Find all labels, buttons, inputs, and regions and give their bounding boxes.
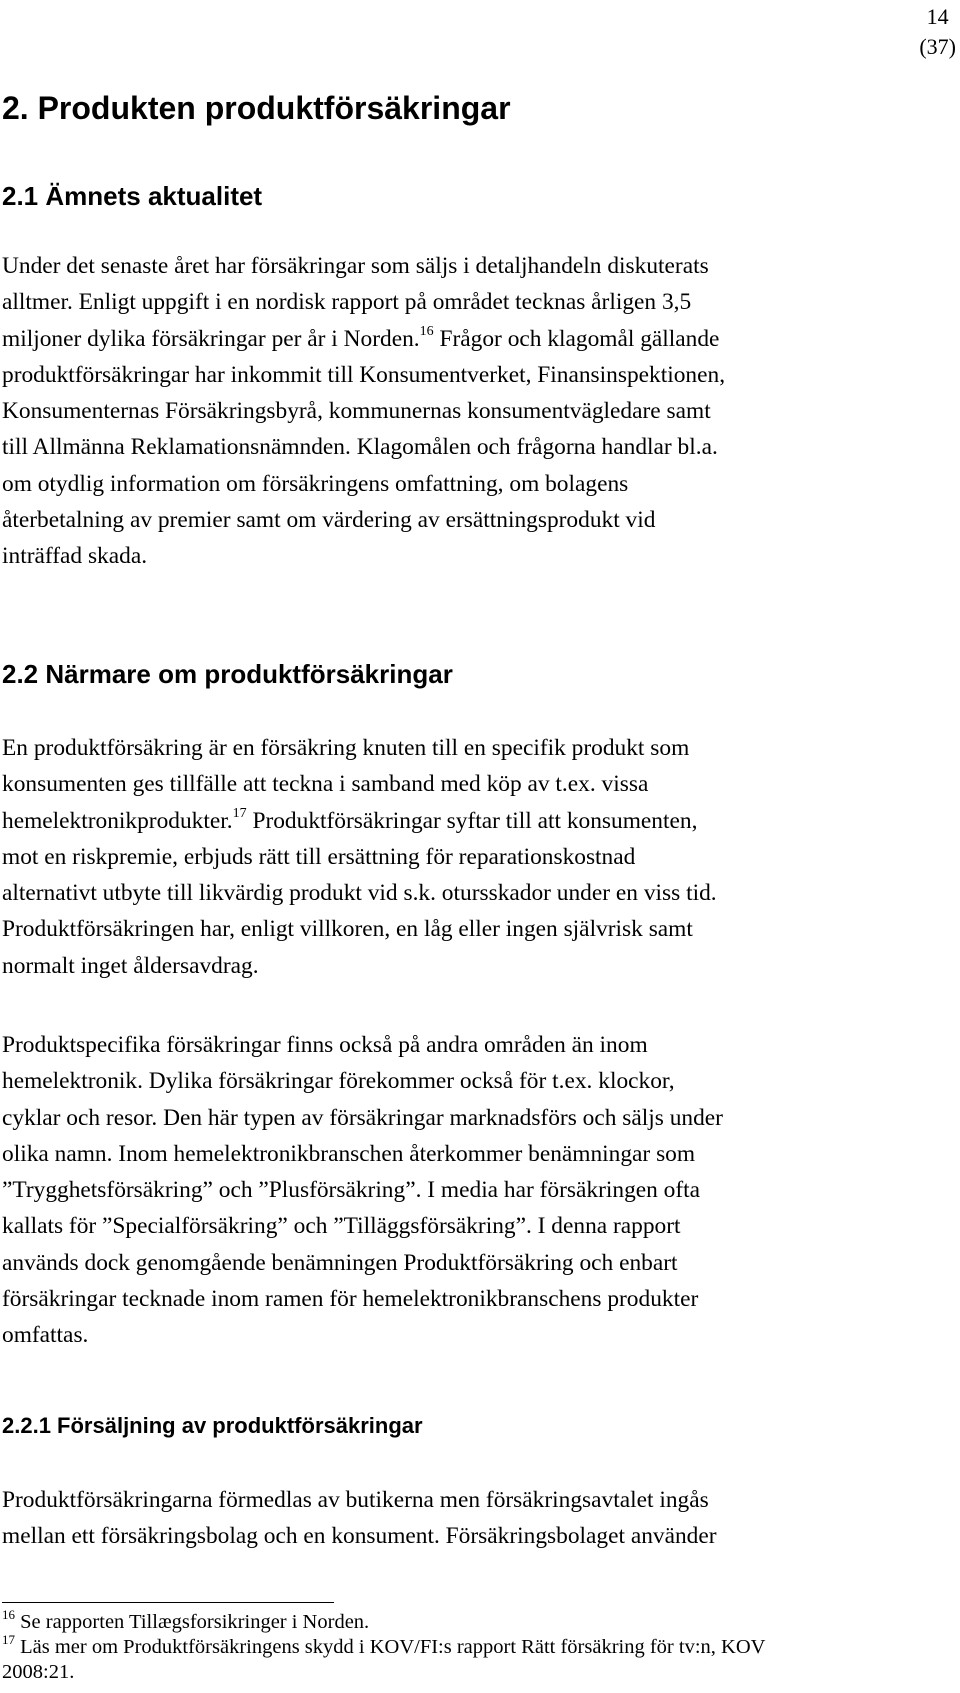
text-line: hemelektronik. Dylika försäkringar förekommer också för t.ex. klockor,: [2, 1068, 675, 1095]
text-line: mot en riskpremie, erbjuds rätt till ersättning för reparationskostnad: [2, 843, 636, 870]
text-line: Konsumenternas Försäkringsbyrå, kommunernas konsumentvägledare samt: [2, 398, 711, 425]
text-line: alltmer. Enligt uppgift i en nordisk rapport på området tecknas årligen 3,5: [2, 289, 692, 316]
footnote-number: 16: [2, 1607, 15, 1622]
page-number: [919, 2, 956, 62]
footnote-text: Se rapporten Tillægsforsikringer i Norden.: [20, 1611, 370, 1633]
text-line: konsumenten ges tillfälle att teckna i samband med köp av t.ex. vissa: [2, 771, 649, 798]
text-line: kallats för ”Specialförsäkring” och ”Tilläggsförsäkring”. I denna rapport: [2, 1213, 681, 1240]
footnote-text: Läs mer om Produktförsäkringens skydd i KOV/FI:s rapport Rätt försäkring för tv:n, KOV: [20, 1636, 766, 1658]
page-number-current: 14: [926, 4, 949, 29]
text-line: Produktförsäkringarna förmedlas av butikerna men försäkringsavtalet ingås: [2, 1487, 709, 1513]
text-line: normalt inget åldersavdrag.: [2, 952, 259, 979]
footnote-text: 2008:21.: [2, 1661, 75, 1683]
text-line: produktförsäkringar har inkommit till Konsumentverket, Finansinspektionen,: [2, 361, 726, 388]
text-line: om otydlig information om försäkringens omfattning, om bolagens: [2, 470, 629, 497]
section-2-2-paragraph-2: [2, 1027, 947, 1354]
footnote-ref-17[interactable]: 17: [232, 805, 247, 821]
text-segment: Produktförsäkringar syftar till att konsumenten,: [246, 807, 698, 834]
footnote-divider: [2, 1602, 334, 1603]
text-segment: miljoner dylika försäkringar per år i Norden.: [2, 325, 420, 352]
text-line: ”Trygghetsförsäkring” och ”Plusförsäkring”. I media har försäkringen ofta: [2, 1177, 701, 1204]
text-line: till Allmänna Reklamationsnämnden. Klagomålen och frågorna handlar bl.a.: [2, 434, 718, 461]
text-line: Produktspecifika försäkringar finns också på andra områden än inom: [2, 1032, 648, 1058]
footnotes: [2, 1607, 942, 1685]
text-line: mellan ett försäkringsbolag och en konsument. Försäkringsbolaget använder: [2, 1523, 717, 1550]
section-heading-2-2: 2.2 Närmare om produktförsäkringar: [2, 659, 453, 689]
footnote-17: [2, 1632, 942, 1685]
text-line: återbetalning av premier samt om värdering av ersättningsprodukt vid: [2, 507, 656, 534]
footnote-ref-16[interactable]: 16: [419, 323, 434, 339]
section-2-1-paragraph: [2, 248, 947, 575]
section-heading-2-2-1: 2.2.1 Försäljning av produktförsäkringar: [2, 1413, 423, 1438]
text-line: försäkringar tecknade inom ramen för hemelektronikbranschens produkter: [2, 1286, 699, 1313]
text-line: inträffad skada.: [2, 543, 148, 570]
text-line: cyklar och resor. Den här typen av försäkringar marknadsförs och säljs under: [2, 1104, 723, 1131]
text-line: omfattas.: [2, 1322, 89, 1349]
footnote-16: [2, 1607, 942, 1635]
chapter-title: 2. Produkten produktförsäkringar: [2, 90, 511, 126]
footnote-number: 17: [2, 1632, 15, 1647]
page-number-total: (37): [919, 34, 956, 59]
text-segment: hemelektronikprodukter.: [2, 807, 233, 834]
section-2-2-paragraph-1: [2, 730, 947, 984]
section-heading-2-1: 2.1 Ämnets aktualitet: [2, 181, 263, 211]
text-line: alternativt utbyte till likvärdig produkt vid s.k. otursskador under en viss tid.: [2, 880, 717, 907]
text-line: [2, 321, 947, 357]
text-line: [2, 803, 947, 839]
text-line: Under det senaste året har försäkringar som säljs i detaljhandeln diskuterats: [2, 253, 709, 279]
text-line: Produktförsäkringen har, enligt villkoren, en låg eller ingen självrisk samt: [2, 916, 693, 943]
section-2-2-1-paragraph: [2, 1482, 947, 1555]
text-line: olika namn. Inom hemelektronikbranschen återkommer benämningar som: [2, 1140, 696, 1167]
text-line: används dock genomgående benämningen Produktförsäkring och enbart: [2, 1249, 678, 1276]
text-line: En produktförsäkring är en försäkring knuten till en specifik produkt som: [2, 735, 690, 761]
text-segment: Frågor och klagomål gällande: [433, 325, 720, 352]
